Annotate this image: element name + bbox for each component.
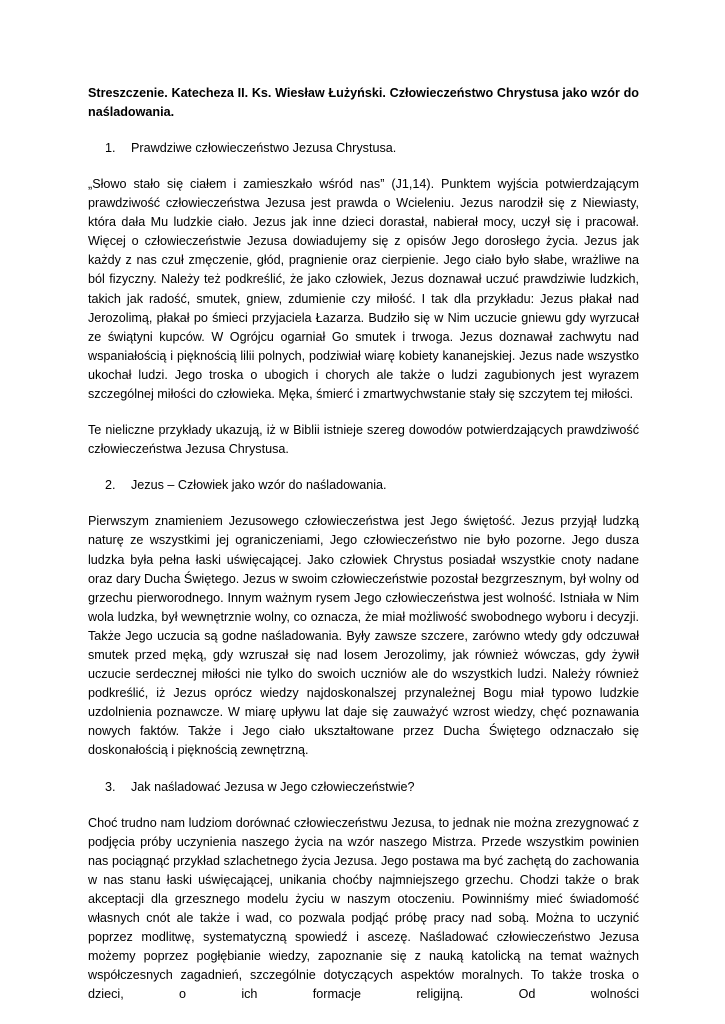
section-1-heading-text: Prawdziwe człowieczeństwo Jezusa Chrystusa. [131,141,397,155]
section-2-paragraph-1: Pierwszym znamieniem Jezusowego człowieczeństwa jest Jego świętość. Jezus przyjął ludzką naturę ze wszystkimi jej ograniczeniami, Jego człowieczeństwo nie było pozorne. Jego dusza ludzka była pełna łaski uświęcającej. Jako człowiek Chrystus posiadał wszystkie cnoty nadane oraz dary Ducha Świętego. Jezus w swoim człowieczeństwie pozostał bezgrzesznym, był wolny od grzechu pierworodnego. Innym ważnym rysem Jego człowieczeństwa jest wolność. Istniała w Nim wola ludzka, był wewnętrznie wolny, co oznacza, że miał możliwość swobodnego wyboru i decyzji. Także Jego uczucia są godne naśladowania. Były zawsze szczere, zarówno wtedy gdy odczuwał smutek przed męką, gdy wzruszał się nad losem Jerozolimy, jak również wówczas, gdy żywił uczucie serdecznej miłości nie tylko do swoich uczniów ale do wszystkich ludzi. Należy również podkreślić, iż Jezus oprócz wiedzy najdoskonalszej przynależnej Bogu miał typowo ludzkie uzdolnienia poznawcze. W miarę upływu lat daje się zauważyć wzrost wiedzy, chęć poznawania nowych faktów. Także i Jego ciało ukształtowane przez Ducha Świętego odznaczało się doskonałością i pięknością zewnętrzną. [88,514,639,758]
document-page [88,84,639,1004]
section-2-number: 2. [105,478,116,493]
section-3-heading-text: Jak naśladować Jezusa w Jego człowieczeństwie? [131,779,415,794]
section-1-paragraph-1: „Słowo stało się ciałem i zamieszkało wśród nas” (J1,14). Punktem wyjścia potwierdzającym prawdziwość człowieczeństwa Jezusa jest prawda o Wcieleniu. Jezus narodził się z Niewiasty, która dała Mu ludzkie ciało. Jezus jak inne dzieci dorastał, nabierał mocy, uczył się i pracował. Więcej o człowieczeństwie Jezusa dowiadujemy się z opisów Jego dorosłego życia. Jezus jak każdy z nas czuł zmęczenie, głód, pragnienie oraz cierpienie. Jego ciało było słabe, wrażliwe na ból fizyczny. Należy też podkreślić, że jako człowiek, Jezus doznawał uczuć prawdziwie ludzkich, takich jak radość, smutek, gniew, zdumienie czy miłość. I tak dla przykładu: Jezus płakał nad Jerozolimą, płakał po śmieci przyjaciela Łazarza. Budziło się w Nim uczucie gniewu gdy wyrzucał ze świątyni kupców. W Ogrójcu ogarniał Go smutek i trwoga. Jezus doznawał zachwytu nad wspaniałością i pięknością lilii polnych, podziwiał wiarę kobiety kananejskiej. Jezus nade wszystko ukochał ludzi. Jego troska o ubogich i chorych ale także o ludzi zagubionych jest wyrazem szczególnej miłości do człowieka. Męka, śmierć i zmartwychwstanie stały się szczytem tej miłości. [88,177,639,402]
section-3-number: 3. [105,779,116,794]
section-3-paragraph-1: Choć trudno nam ludziom dorównać człowieczeństwu Jezusa, to jednak nie można zrezygnować z podjęcia próby uczynienia naszego życia na wzór naszego Mistrza. Przede wszystkim powinien nas pociągnąć przykład szlachetnego życia Jezusa. Jego postawa ma być zachętą do zachowania w nas stanu łaski uświęcającej, unikania choćby najmniejszego grzechu. Chodzi także o brak akceptacji dla grzesznego modelu życiu w naszym otoczeniu. Powinniśmy mieć świadomość własnych cnót ale także i wad, co pozwala podjąć próbę pracy nad sobą. Można to uczynić poprzez modlitwę, systematyczną spowiedź i ascezę. Naśladować człowieczeństwo Jezusa możemy poprzez pogłębianie wiedzy, zapoznanie się z nauką katolicką na temat ważnych współczesnych zagadnień, szczególnie dotyczących aspektów moralnych. To także troska o dzieci, o ich formacje religijną. Od wolności [88,815,639,1002]
section-1-number: 1. [105,141,116,155]
section-2-heading [88,476,639,495]
section-1-heading [88,139,639,158]
document-title: Streszczenie. Katecheza II. Ks. Wiesław Łużyński. Człowieczeństwo Chrystusa jako wzór do naśladowania. [88,86,639,119]
section-2-heading-text: Jezus – Człowiek jako wzór do naśladowania. [131,478,387,493]
section-3-heading [88,778,639,797]
section-1-paragraph-2: Te nieliczne przykłady ukazują, iż w Biblii istnieje szereg dowodów potwierdzających prawdziwość człowieczeństwa Jezusa Chrystusa. [88,423,639,457]
